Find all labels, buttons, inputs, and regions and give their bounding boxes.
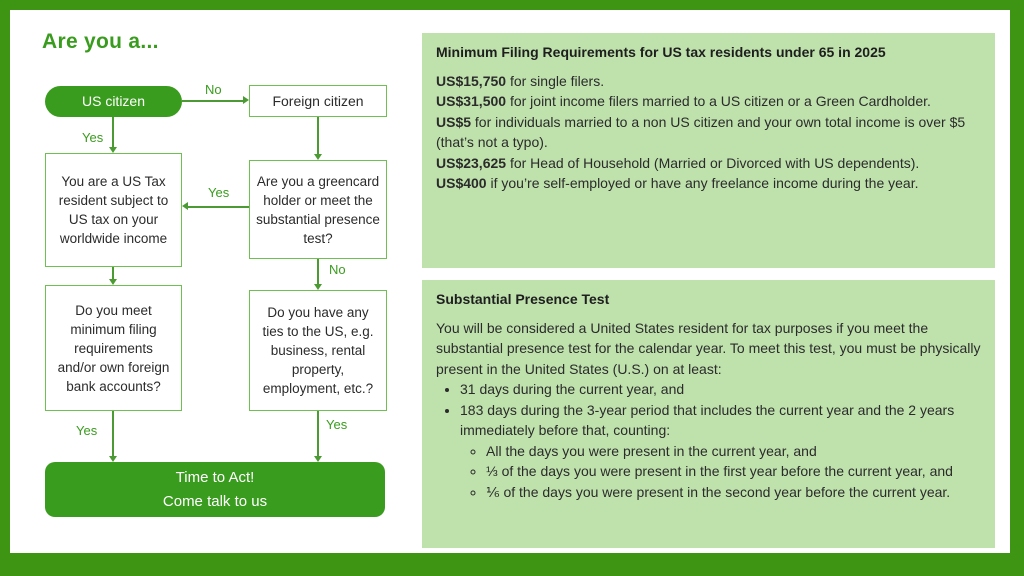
node-foreign-citizen: Foreign citizen bbox=[249, 85, 387, 117]
edge-label-yes-mid: Yes bbox=[208, 185, 230, 200]
filing-requirement-item: US$15,750 for single filers. bbox=[436, 72, 605, 89]
arrowhead-down-icon bbox=[314, 154, 322, 160]
connector-greencard-ties bbox=[317, 259, 319, 284]
arrowhead-down-icon bbox=[314, 284, 322, 290]
edge-label-yes-bottom-right: Yes bbox=[326, 417, 348, 432]
panel-minimum-filing-requirements bbox=[422, 33, 995, 268]
flowchart-title: Are you a... bbox=[42, 30, 159, 53]
connector-greencard-taxresident bbox=[188, 206, 249, 208]
node-tax-resident: You are a US Tax resident subject to US tax on your worldwide income bbox=[45, 153, 182, 267]
spt-bullet-list bbox=[436, 379, 981, 502]
arrowhead-down-icon bbox=[109, 279, 117, 285]
spt-bullet: • 183 days during the 3-year period that includes the current year and the 2 years immediately before that, counting: ◦ All the days you were present in the current year, and ◦ ⅓ of the days you were present in the first year before the current year, and ◦ ⅙ of the days you were present in the second year before the current year. bbox=[460, 400, 981, 503]
connector-taxresident-filing bbox=[112, 267, 114, 279]
filing-requirement-item: US$23,625 for Head of Household (Married or Divorced with US dependents). bbox=[436, 154, 920, 171]
spt-sub-bullet: ◦ All the days you were present in the current year, and bbox=[486, 441, 981, 462]
arrowhead-down-icon bbox=[109, 147, 117, 153]
node-greencard-question: Are you a greencard holder or meet the substantial presence test? bbox=[249, 160, 387, 259]
spt-sub-bullet: ◦ ⅓ of the days you were present in the first year before the current year, and bbox=[486, 461, 981, 482]
connector-uscitizen-taxresident bbox=[112, 117, 114, 147]
spt-sub-bullet: ◦ ⅙ of the days you were present in the second year before the current year. bbox=[486, 482, 981, 503]
filing-requirement-item: US$400 if you’re self-employed or have any freelance income during the year. bbox=[436, 175, 919, 191]
spt-intro-paragraph: You will be considered a United States resident for tax purposes if you meet the substantial presence test for the calendar year. To meet this test, you must be physically present in the United States (U.S.) on at least: bbox=[436, 319, 981, 377]
arrowhead-down-icon bbox=[314, 456, 322, 462]
node-ties-question: Do you have any ties to the US, e.g. business, rental property, employment, etc.? bbox=[249, 290, 387, 411]
connector-uscitizen-foreign bbox=[182, 100, 243, 102]
arrowhead-left-icon bbox=[182, 202, 188, 210]
arrowhead-down-icon bbox=[109, 456, 117, 462]
node-filing-question: Do you meet minimum filing requirements and/or own foreign bank accounts? bbox=[45, 285, 182, 411]
filing-requirement-item: US$31,500 for joint income filers married to a US citizen or a Green Cardholder. bbox=[436, 93, 931, 109]
cta-line-1: Time to Act! bbox=[175, 468, 255, 486]
cta-line-2: Come talk to us bbox=[162, 492, 268, 510]
panel-spt-title: Substantial Presence Test bbox=[436, 291, 610, 307]
node-call-to-action bbox=[45, 462, 385, 517]
edge-label-yes-bottom-left: Yes bbox=[76, 423, 98, 438]
edge-label-no-top: No bbox=[205, 82, 222, 97]
arrowhead-right-icon bbox=[243, 96, 249, 104]
connector-filing-cta bbox=[112, 411, 114, 456]
connector-foreign-greencard bbox=[317, 117, 319, 154]
filing-requirements-list bbox=[436, 71, 981, 194]
edge-label-yes-left: Yes bbox=[82, 130, 104, 145]
spt-sub-bullet-list bbox=[460, 441, 981, 503]
spt-bullet: • 31 days during the current year, and bbox=[460, 379, 981, 400]
edge-label-no-mid: No bbox=[329, 262, 346, 277]
connector-ties-cta bbox=[317, 411, 319, 456]
node-us-citizen: US citizen bbox=[45, 86, 182, 117]
filing-requirement-item: US$5 for individuals married to a non US citizen and your own total income is over $5 (that’s not a typo). bbox=[436, 113, 966, 150]
panel-substantial-presence-test bbox=[422, 280, 995, 548]
panel-filing-title: Minimum Filing Requirements for US tax residents under 65 in 2025 bbox=[436, 44, 886, 60]
